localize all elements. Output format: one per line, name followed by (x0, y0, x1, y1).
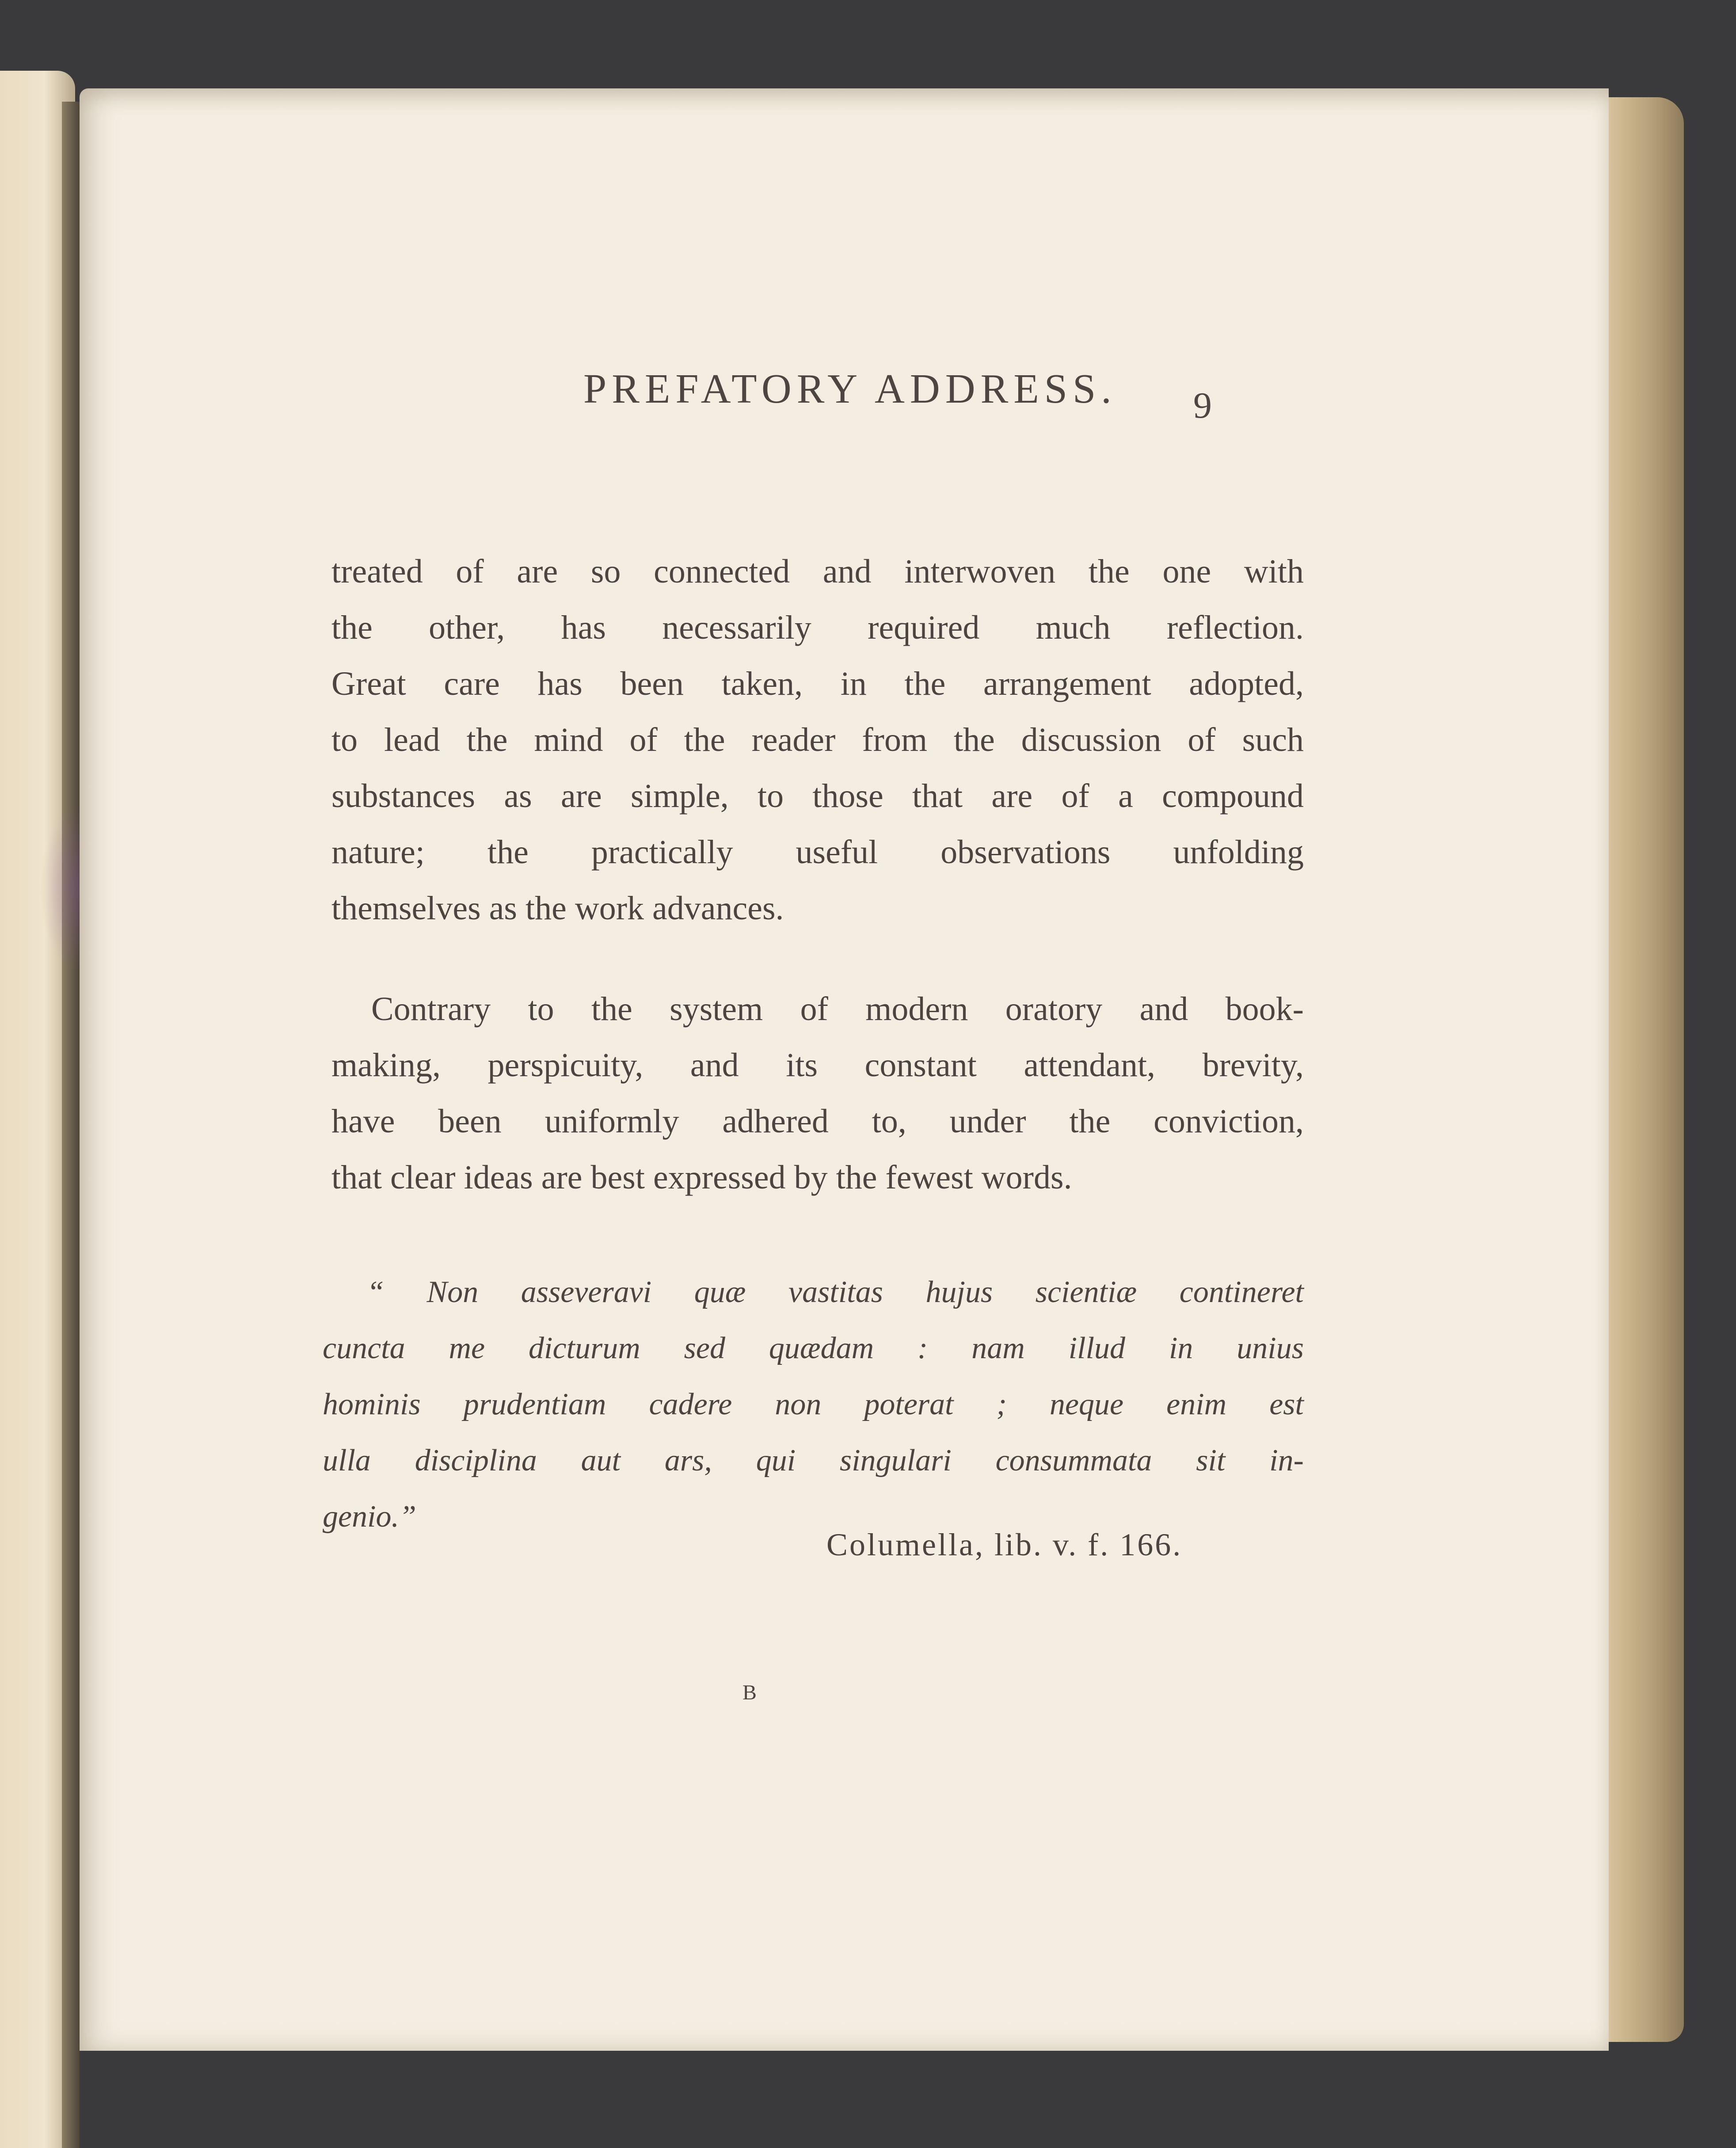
text-line: substances as are simple, to those that are of a compound (331, 777, 1304, 815)
text-line: to lead the mind of the reader from the discussion of such (331, 721, 1304, 758)
quote-line: ulla disciplina aut ars, qui singulari consummata sit in- (323, 1443, 1304, 1478)
running-head: PREFATORY ADDRESS. (583, 366, 1117, 412)
text-line: that clear ideas are best expressed by the fewest words. (331, 1159, 1072, 1196)
paragraph-1 (331, 544, 1304, 937)
text-line: Great care has been taken, in the arrangement adopted, (331, 665, 1304, 702)
text-line: the other, has necessarily required much reflection. (331, 609, 1304, 646)
text-line: treated of are so connected and interwoven the one with (331, 553, 1304, 590)
quote-line: genio.” (323, 1500, 416, 1534)
signature-mark: B (742, 1681, 757, 1704)
text-line: nature; the practically useful observations unfolding (331, 834, 1304, 871)
gutter-shadow (62, 102, 80, 2148)
text-line: themselves as the work advances. (331, 890, 784, 927)
text-line: Contrary to the system of modern oratory and book- (371, 990, 1304, 1028)
paragraph-2 (331, 981, 1304, 1206)
quote-line: “ Non asseveravi quæ vastitas hujus scientiæ contineret (367, 1275, 1304, 1309)
quote-line: hominis prudentiam cadere non poterat ; neque enim est (323, 1387, 1304, 1421)
text-line: making, perspicuity, and its constant attendant, brevity, (331, 1047, 1304, 1084)
quote-attribution: Columella, lib. v. f. 166. (826, 1527, 1183, 1562)
quote-line: cuncta me dicturum sed quædam : nam illud in unius (323, 1331, 1304, 1365)
text-line: have been uniformly adhered to, under the conviction, (331, 1103, 1304, 1140)
page-number: 9 (1193, 385, 1212, 426)
latin-quotation (323, 1264, 1304, 1545)
book-page (80, 88, 1609, 2051)
